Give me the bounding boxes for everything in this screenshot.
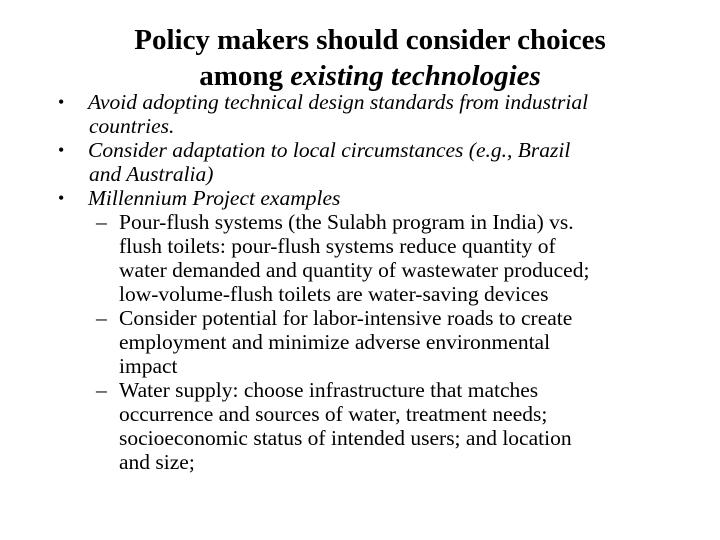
title-line-2-prefix: among (199, 60, 291, 92)
sub-bullet-text-line: impact (119, 354, 178, 378)
sub-bullet-text-line: Pour-flush systems (the Sulabh program in India) vs. (119, 210, 574, 234)
title-line-2 (60, 58, 680, 94)
bullet-list (0, 90, 720, 474)
sub-bullet-item (0, 306, 720, 378)
bullet-text-line: Consider adaptation to local circumstances (e.g., Brazil (88, 138, 571, 162)
sub-bullet-item (0, 378, 720, 474)
dash-marker: – (96, 378, 107, 402)
slide-title (60, 22, 680, 94)
bullet-text-line: Millennium Project examples (88, 186, 341, 210)
bullet-item (0, 186, 720, 210)
dash-marker: – (96, 210, 107, 234)
title-line-1: Policy makers should consider choices (134, 24, 606, 56)
sub-bullet-text-line: low-volume-flush toilets are water-saving devices (119, 282, 549, 306)
bullet-marker: • (58, 92, 65, 112)
sub-bullet-text-line: employment and minimize adverse environmental (119, 330, 551, 354)
bullet-text-line: Avoid adopting technical design standards from industrial (88, 90, 589, 114)
bullet-marker: • (58, 188, 65, 208)
sub-bullet-item (0, 210, 720, 306)
bullet-item (0, 138, 720, 186)
sub-bullet-text-line: occurrence and sources of water, treatment needs; (119, 402, 548, 426)
title-line-2-emphasis: existing technologies (290, 60, 541, 92)
sub-bullet-text-line: and size; (119, 450, 195, 474)
bullet-item (0, 90, 720, 138)
sub-bullet-text-line: water demanded and quantity of wastewater produced; (119, 258, 590, 282)
sub-bullet-text-line: Water supply: choose infrastructure that matches (119, 378, 539, 402)
sub-bullet-text-line: flush toilets: pour-flush systems reduce quantity of (119, 234, 556, 258)
bullet-text-line: countries. (89, 114, 175, 138)
sub-bullet-text-line: Consider potential for labor-intensive roads to create (119, 306, 573, 330)
sub-bullet-text-line: socioeconomic status of intended users; and location (119, 426, 572, 450)
bullet-marker: • (58, 140, 65, 160)
bullet-text-line: and Australia) (89, 162, 214, 186)
dash-marker: – (96, 306, 107, 330)
